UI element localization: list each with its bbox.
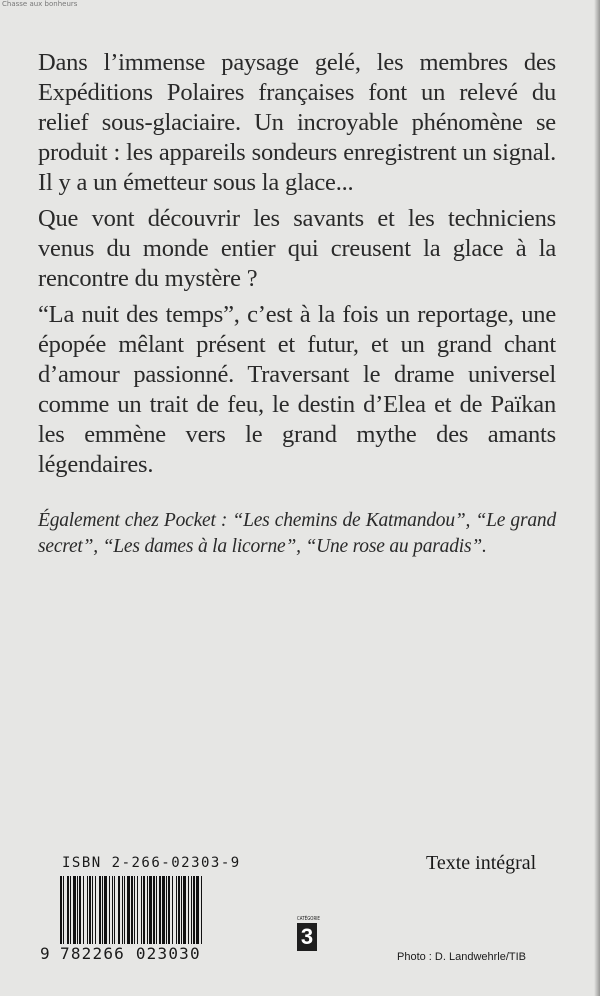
barcode-bar (99, 876, 101, 954)
barcode-bar (188, 876, 189, 954)
barcode-bar (112, 876, 113, 954)
watermark-text: Chasse aux bonheurs (2, 0, 78, 8)
photo-credit: Photo : D. Landwehrle/TIB (397, 951, 527, 963)
barcode-bar (124, 876, 125, 954)
barcode-bar (156, 876, 157, 954)
barcode-bar (114, 876, 115, 954)
barcode-bar (176, 876, 177, 954)
barcode-bar (102, 876, 103, 954)
barcode-bar (143, 876, 145, 954)
barcode-bar (79, 876, 81, 954)
barcode-digits: 782266 023030 (60, 944, 236, 963)
isbn-text: ISBN 2-266-02303-9 (62, 855, 241, 871)
barcode-bar (122, 876, 123, 954)
barcode-bar (141, 876, 142, 954)
barcode-bar (92, 876, 93, 954)
barcode-bar (77, 876, 78, 954)
barcode-bar (149, 876, 152, 954)
barcode-bar (147, 876, 148, 954)
barcode-bar (60, 876, 62, 954)
barcode-bar (95, 876, 96, 954)
barcode-bar (153, 876, 155, 954)
barcode-bar (181, 876, 182, 954)
barcode-bar (183, 876, 186, 954)
barcode-bar (178, 876, 180, 954)
barcode-bar (127, 876, 130, 954)
category-label: CATÉGORIE (297, 916, 320, 922)
barcode-bar (131, 876, 133, 954)
barcode-bar (70, 876, 71, 954)
blurb-text (38, 48, 556, 486)
barcode-bar (168, 876, 170, 954)
barcode-bar (87, 876, 88, 954)
blurb-paragraph-1: Dans l’immense paysage gelé, les membres des Expéditions Polaires françaises font un relevé du relief sous-glaciaire. Un incroyable phénomène se produit : les appareils sondeurs enregistrent un signal. Il y a un émetteur sous la glace... (38, 49, 556, 196)
also-available-text: Également chez Pocket : “Les chemins de Katmandou”, “Le grand secret”, “Les dames à la licorne”, “Une rose au paradis”. (38, 510, 556, 557)
barcode-bar (201, 876, 202, 954)
cover-edge-shadow (594, 0, 600, 996)
barcode-bar (104, 876, 107, 954)
barcode-bar (196, 876, 199, 954)
barcode-bar (172, 876, 173, 954)
barcode-bar (193, 876, 195, 954)
barcode-bar (109, 876, 110, 954)
blurb-paragraph-3: “La nuit des temps”, c’est à la fois un reportage, une épopée mêlant présent et futur, et un grand chant d’amour passionné. Traversant le drame universel comme un trait de feu, le destin d’Elea et de Païkan les emmène vers le grand mythe des amants légendaires. (38, 301, 556, 478)
barcode-bar (162, 876, 165, 954)
barcode-bar (134, 876, 135, 954)
barcode-bar (159, 876, 161, 954)
barcode-bar (191, 876, 192, 954)
blurb-paragraph-2: Que vont découvrir les savants et les techniciens venus du monde entier qui creusent la glace à la rencontre du mystère ? (38, 205, 556, 292)
barcode-bar (83, 876, 84, 954)
barcode-bar (137, 876, 138, 954)
category-number: 3 (297, 923, 317, 951)
barcode-bar (67, 876, 69, 954)
barcode-bar (63, 876, 64, 954)
barcode-image (60, 876, 236, 954)
barcode-first-digit: 9 (40, 944, 50, 963)
barcode-bar (73, 876, 76, 954)
barcode-bar (89, 876, 91, 954)
barcode-bar (166, 876, 167, 954)
texte-integral-label: Texte intégral (426, 852, 537, 874)
barcode-bar (118, 876, 120, 954)
category-badge (297, 916, 320, 951)
